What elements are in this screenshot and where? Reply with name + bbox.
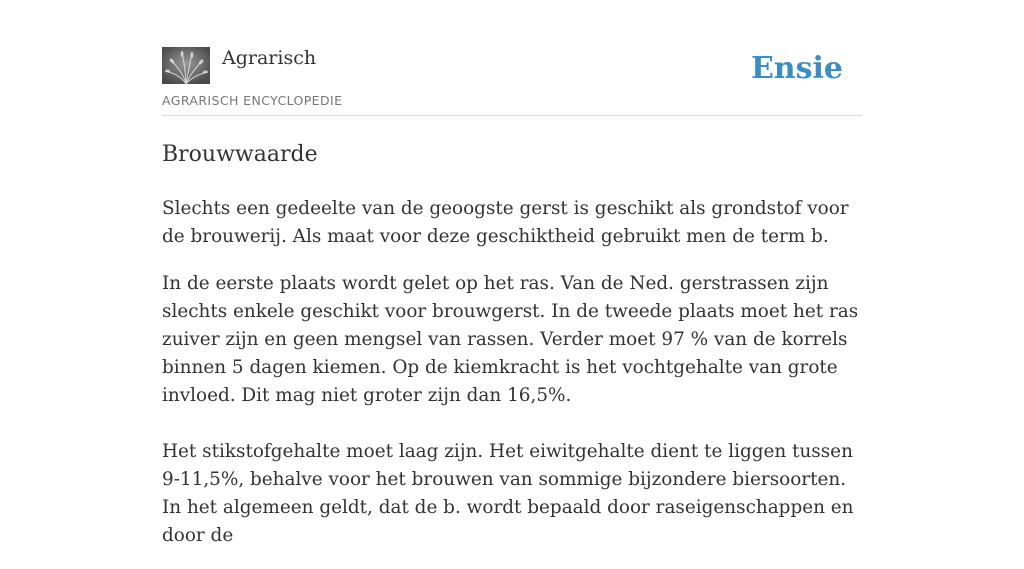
site-logo-link[interactable]: Ensie <box>750 51 843 86</box>
wheat-icon[interactable] <box>162 47 210 84</box>
brand-subtitle: AGRARISCH ENCYCLOPEDIE <box>162 93 343 108</box>
site-header <box>162 0 862 116</box>
brand-name[interactable]: Agrarisch <box>222 47 317 69</box>
page-title: Brouwwaarde <box>162 142 318 167</box>
article-paragraph: Slechts een gedeelte van de geoogste gerst is geschikt als grondstof voor de brouwerij. Als maat voor deze geschiktheid gebruikt men de term b. <box>162 198 849 247</box>
paragraph-spacer <box>162 410 862 438</box>
article-paragraph: Het stikstofgehalte moet laag zijn. Het eiwitgehalte dient te liggen tussen 9-11,5%, behalve voor het brouwen van sommige bijzondere biersoorten. In het algemeen geldt, dat de b. wordt bepaald door raseigenschappen en door de <box>162 441 854 546</box>
article-paragraph: In de eerste plaats wordt gelet op het ras. Van de Ned. gerstrassen zijn slechts enkele geschikt voor brouwgerst. In de tweede plaats moet het ras zuiver zijn en geen mengsel van rassen. Verder moet 97 % van de korrels binnen 5 dagen kiemen. Op de kiemkracht is het vochtgehalte van grote invloed. Dit mag niet groter zijn dan 16,5%. <box>162 273 859 406</box>
article <box>162 138 862 569</box>
